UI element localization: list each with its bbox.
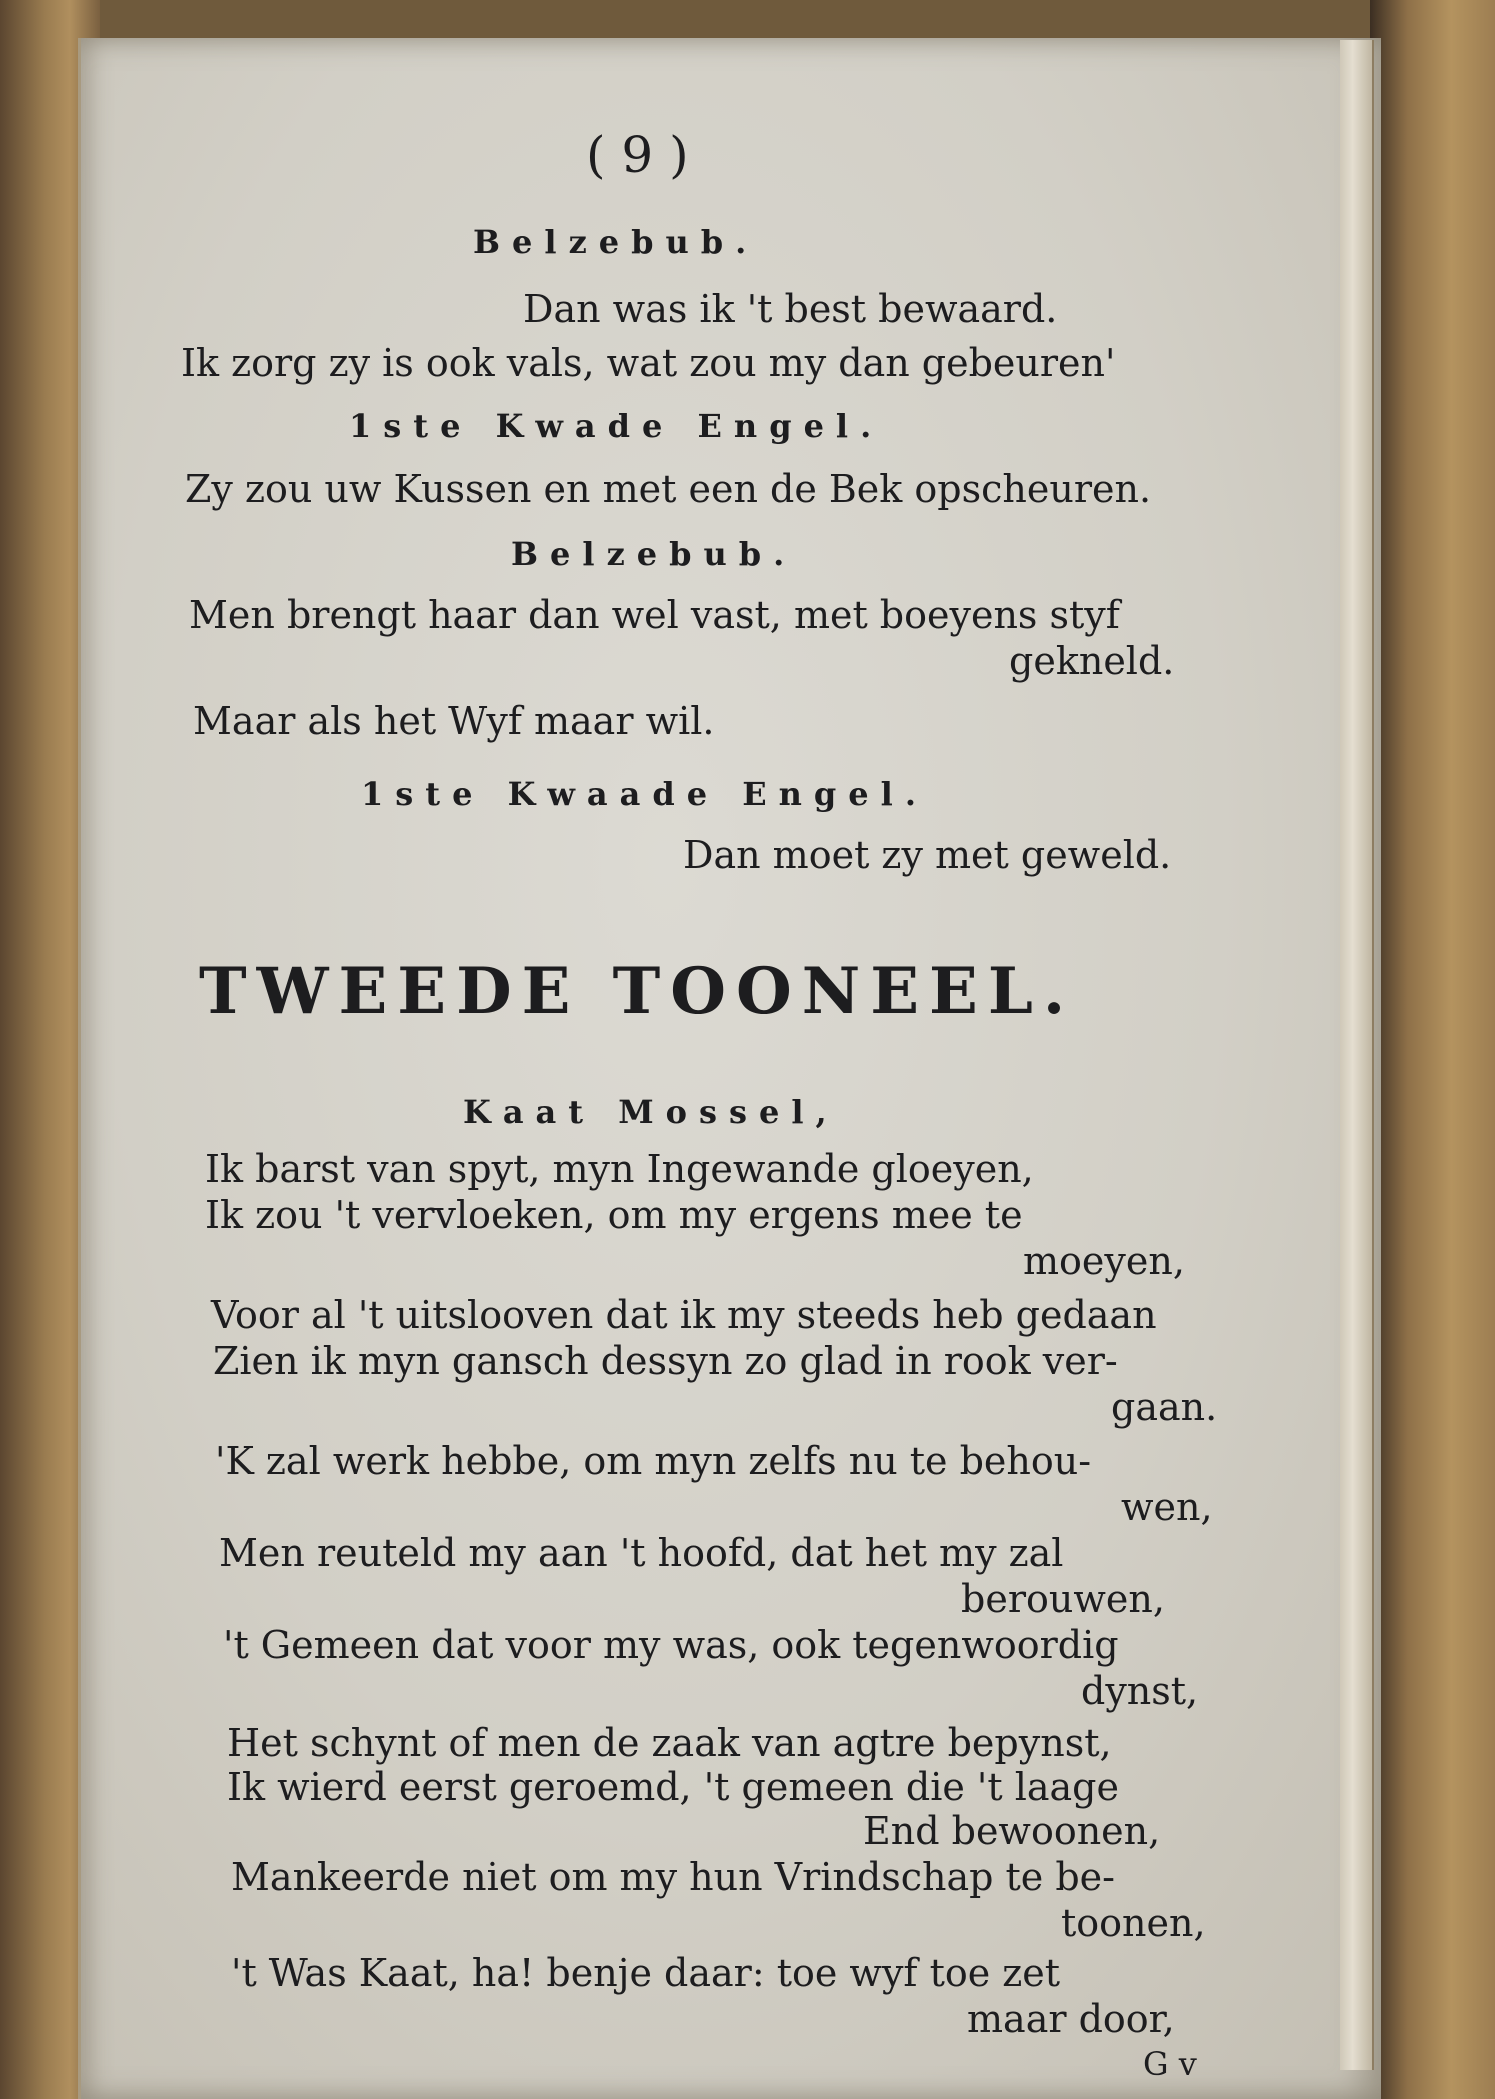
verse-line: Voor al 't uitslooven dat ik my steeds heb gedaan: [211, 1293, 1157, 1337]
book-page: [78, 38, 1381, 2099]
scene-title: TWEEDE TOONEEL.: [199, 954, 1076, 1029]
verse-line-continuation: berouwen,: [961, 1577, 1165, 1621]
verse-line-continuation: gekneld.: [1009, 639, 1175, 683]
page-edge: [1340, 40, 1374, 2070]
speaker-kwade-engel: 1ste Kwade Engel.: [349, 407, 884, 445]
verse-line: Ik zorg zy is ook vals, wat zou my dan gebeuren': [181, 341, 1116, 385]
speaker-belzebub: Belzebub.: [511, 535, 797, 573]
verse-line: Maar als het Wyf maar wil.: [193, 699, 715, 743]
verse-line: 't Gemeen dat voor my was, ook tegenwoordig: [223, 1623, 1119, 1667]
page-number: ( 9 ): [586, 126, 689, 184]
verse-line: Zien ik myn gansch dessyn zo glad in rook ver-: [213, 1339, 1118, 1383]
speaker-belzebub: Belzebub.: [473, 223, 759, 261]
verse-line: Ik wierd eerst geroemd, 't gemeen die 't laage: [227, 1765, 1119, 1809]
verse-line: Dan moet zy met geweld.: [683, 833, 1172, 877]
verse-line: Men reuteld my aan 't hoofd, dat het my zal: [219, 1531, 1064, 1575]
verse-line: Ik barst van spyt, myn Ingewande gloeyen,: [205, 1147, 1034, 1191]
verse-line: 'K zal werk hebbe, om myn zelfs nu te behou-: [215, 1439, 1092, 1483]
verse-line: Mankeerde niet om my hun Vrindschap te be-: [231, 1855, 1116, 1899]
catchword: G v: [1143, 2045, 1197, 2083]
speaker-kaat-mossel: Kaat Mossel,: [463, 1093, 839, 1131]
verse-line-continuation: gaan.: [1111, 1385, 1218, 1429]
verse-line: Ik zou 't vervloeken, om my ergens mee te: [205, 1193, 1023, 1237]
verse-line: Het schynt of men de zaak van agtre bepynst,: [227, 1721, 1112, 1765]
speaker-kwaade-engel: 1ste Kwaade Engel.: [361, 775, 928, 813]
verse-line-continuation: End bewoonen,: [863, 1809, 1161, 1853]
verse-line: Dan was ik 't best bewaard.: [523, 287, 1058, 331]
verse-line: Zy zou uw Kussen en met een de Bek opscheuren.: [185, 467, 1152, 511]
verse-line: 't Was Kaat, ha! benje daar: toe wyf toe zet: [231, 1951, 1061, 1995]
verse-line-continuation: maar door,: [967, 1997, 1175, 2041]
verse-line-continuation: moeyen,: [1023, 1239, 1185, 1283]
book-cover-edge: [1370, 0, 1495, 2099]
verse-line-continuation: wen,: [1121, 1485, 1213, 1529]
verse-line-continuation: toonen,: [1061, 1901, 1206, 1945]
verse-line-continuation: dynst,: [1081, 1669, 1199, 1713]
verse-line: Men brengt haar dan wel vast, met boeyens styf: [189, 593, 1120, 637]
